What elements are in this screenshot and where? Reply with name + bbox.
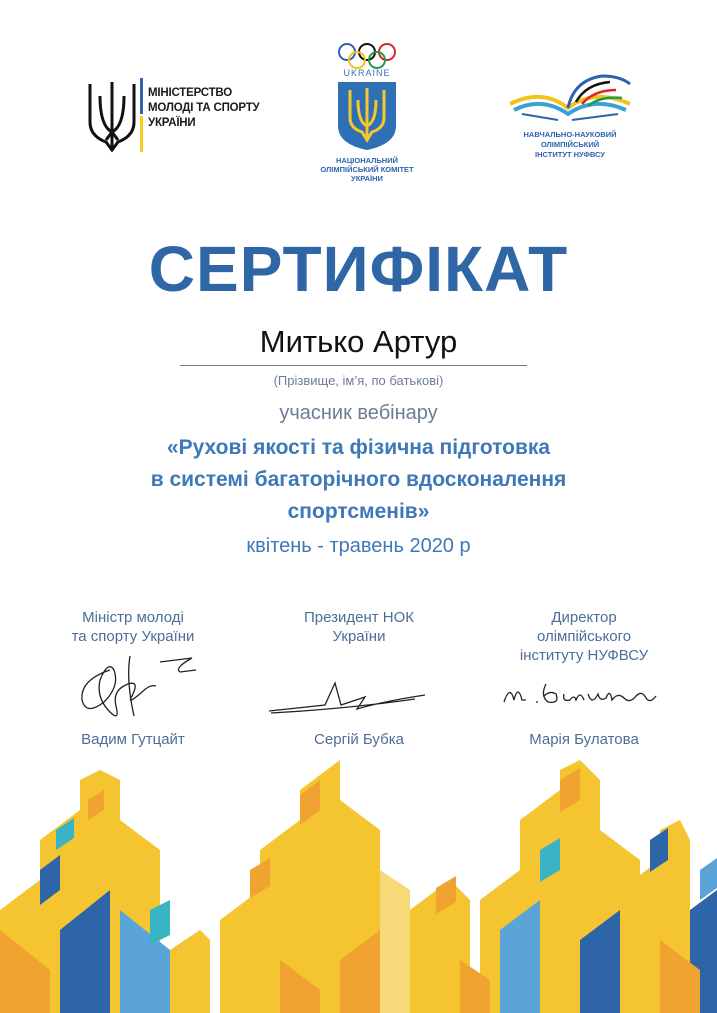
signatory-position-noc: Президент НОК України: [303, 609, 415, 645]
olympic-rings-icon: [339, 44, 395, 68]
recipient-name: Митько Артур: [259, 324, 458, 359]
signature-director: [500, 676, 660, 712]
name-hint: (Прізвище, ім’я, по батькові): [273, 373, 444, 388]
book-logo-icon: [502, 70, 637, 130]
name-underline: [180, 365, 527, 366]
ministry-name: МІНІСТЕРСТВО МОЛОДІ ТА СПОРТУ УКРАЇНИ: [148, 87, 260, 129]
signatory-position-director: Директор олімпійського інституту НУФВСУ: [519, 609, 649, 664]
institute-name: НАВЧАЛЬНО-НАУКОВИЙ ОЛІМПІЙСЬКИЙ ІНСТИТУТ НУФВСУ: [523, 130, 617, 159]
trident-icon: [90, 82, 134, 150]
signature-noc: [265, 675, 435, 720]
signatory-name-noc: Сергій Бубка: [314, 731, 404, 748]
decorative-pattern: [0, 760, 717, 1013]
certificate-title: СЕРТИФІКАТ: [148, 233, 569, 305]
noc-name: НАЦІОНАЛЬНИЙ ОЛІМПІЙСЬКИЙ КОМІТЕТ УКРАЇНИ: [320, 156, 414, 183]
signatory-name-director: Марія Булатова: [529, 731, 639, 748]
webinar-title: «Рухові якості та фізична підготовка в системі багаторічного вдосконалення спортсменів»: [150, 436, 567, 523]
webinar-dates: квітень - травень 2020 р: [246, 535, 471, 557]
participant-label: учасник вебінару: [279, 402, 438, 424]
signature-minister: [70, 650, 200, 725]
signatory-name-minister: Вадим Гутцайт: [81, 731, 185, 748]
shield-trident-icon: [338, 82, 396, 150]
noc-country-label: UKRAINE: [343, 68, 391, 78]
signatory-position-minister: Міністр молоді та спорту України: [71, 609, 195, 645]
